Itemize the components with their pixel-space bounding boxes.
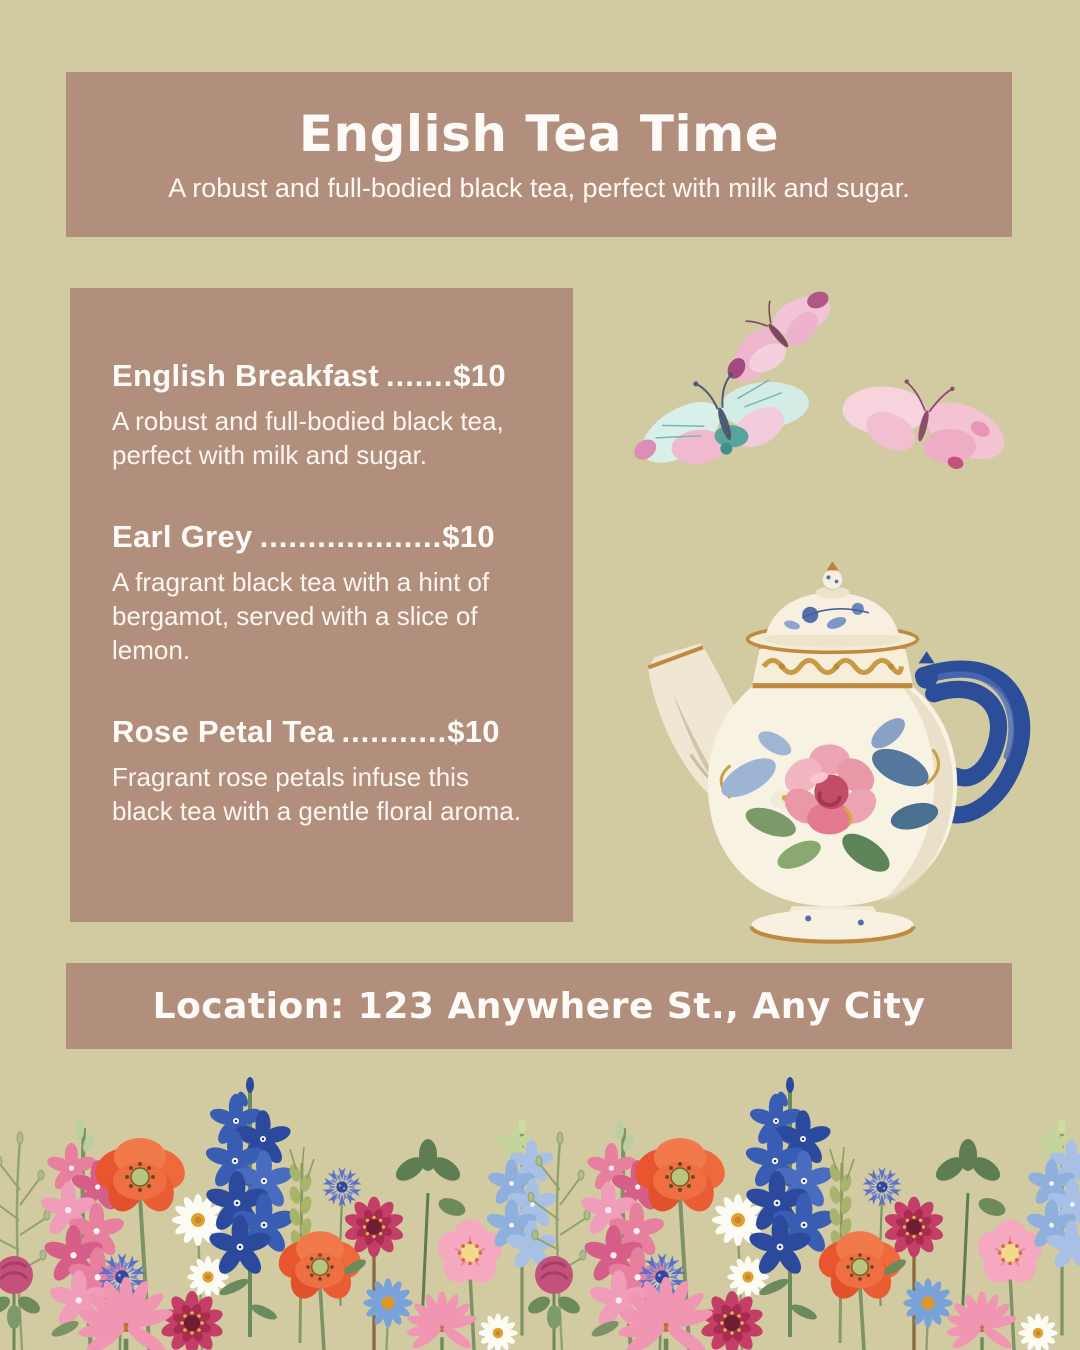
menu-item-title <box>112 519 533 555</box>
menu-item-description: A robust and full-bodied black tea, perfect with milk and sugar. <box>112 406 504 471</box>
header-panel <box>66 72 1012 237</box>
page-title: English Tea Time <box>298 105 780 163</box>
wildflower-border-illustration <box>0 1075 1080 1350</box>
menu-item-earl-grey <box>112 519 533 668</box>
menu-item-price: $10 <box>442 518 495 554</box>
location-text: Location: 123 Anywhere St., Any City <box>152 985 926 1027</box>
menu-item-dots: ....... <box>385 358 454 393</box>
teapot-icon <box>648 562 1021 942</box>
menu-item-name: Rose Petal Tea <box>112 713 335 749</box>
menu-item-description: A fragrant black tea with a hint of bergamot, served with a slice of lemon. <box>112 566 490 666</box>
menu-item-rose-petal-tea <box>112 714 533 829</box>
wildflower-tile-left <box>0 1077 559 1350</box>
location-banner <box>66 963 1012 1049</box>
page-subtitle: A robust and full-bodied black tea, perfect with milk and sugar. <box>168 173 910 203</box>
menu-item-name: English Breakfast <box>112 358 379 393</box>
wildflower-tile-right <box>525 1077 1080 1350</box>
butterfly-teal-icon <box>616 348 823 488</box>
menu-item-title <box>112 714 533 750</box>
menu-item-dots: ................... <box>259 518 443 554</box>
menu-item-price: $10 <box>447 713 500 749</box>
menu-item-title <box>112 358 533 394</box>
menu-panel <box>70 288 573 922</box>
teapot-illustration <box>620 562 1045 947</box>
menu-item-description: Fragrant rose petals infuse this black tea with a gentle floral aroma. <box>112 761 521 826</box>
menu-item-english-breakfast <box>112 358 533 473</box>
menu-item-name: Earl Grey <box>112 518 253 554</box>
menu-item-price: $10 <box>453 358 506 393</box>
butterflies-illustration <box>612 272 1042 542</box>
butterfly-rose-icon <box>830 361 1020 482</box>
menu-item-dots: ........... <box>341 713 448 749</box>
